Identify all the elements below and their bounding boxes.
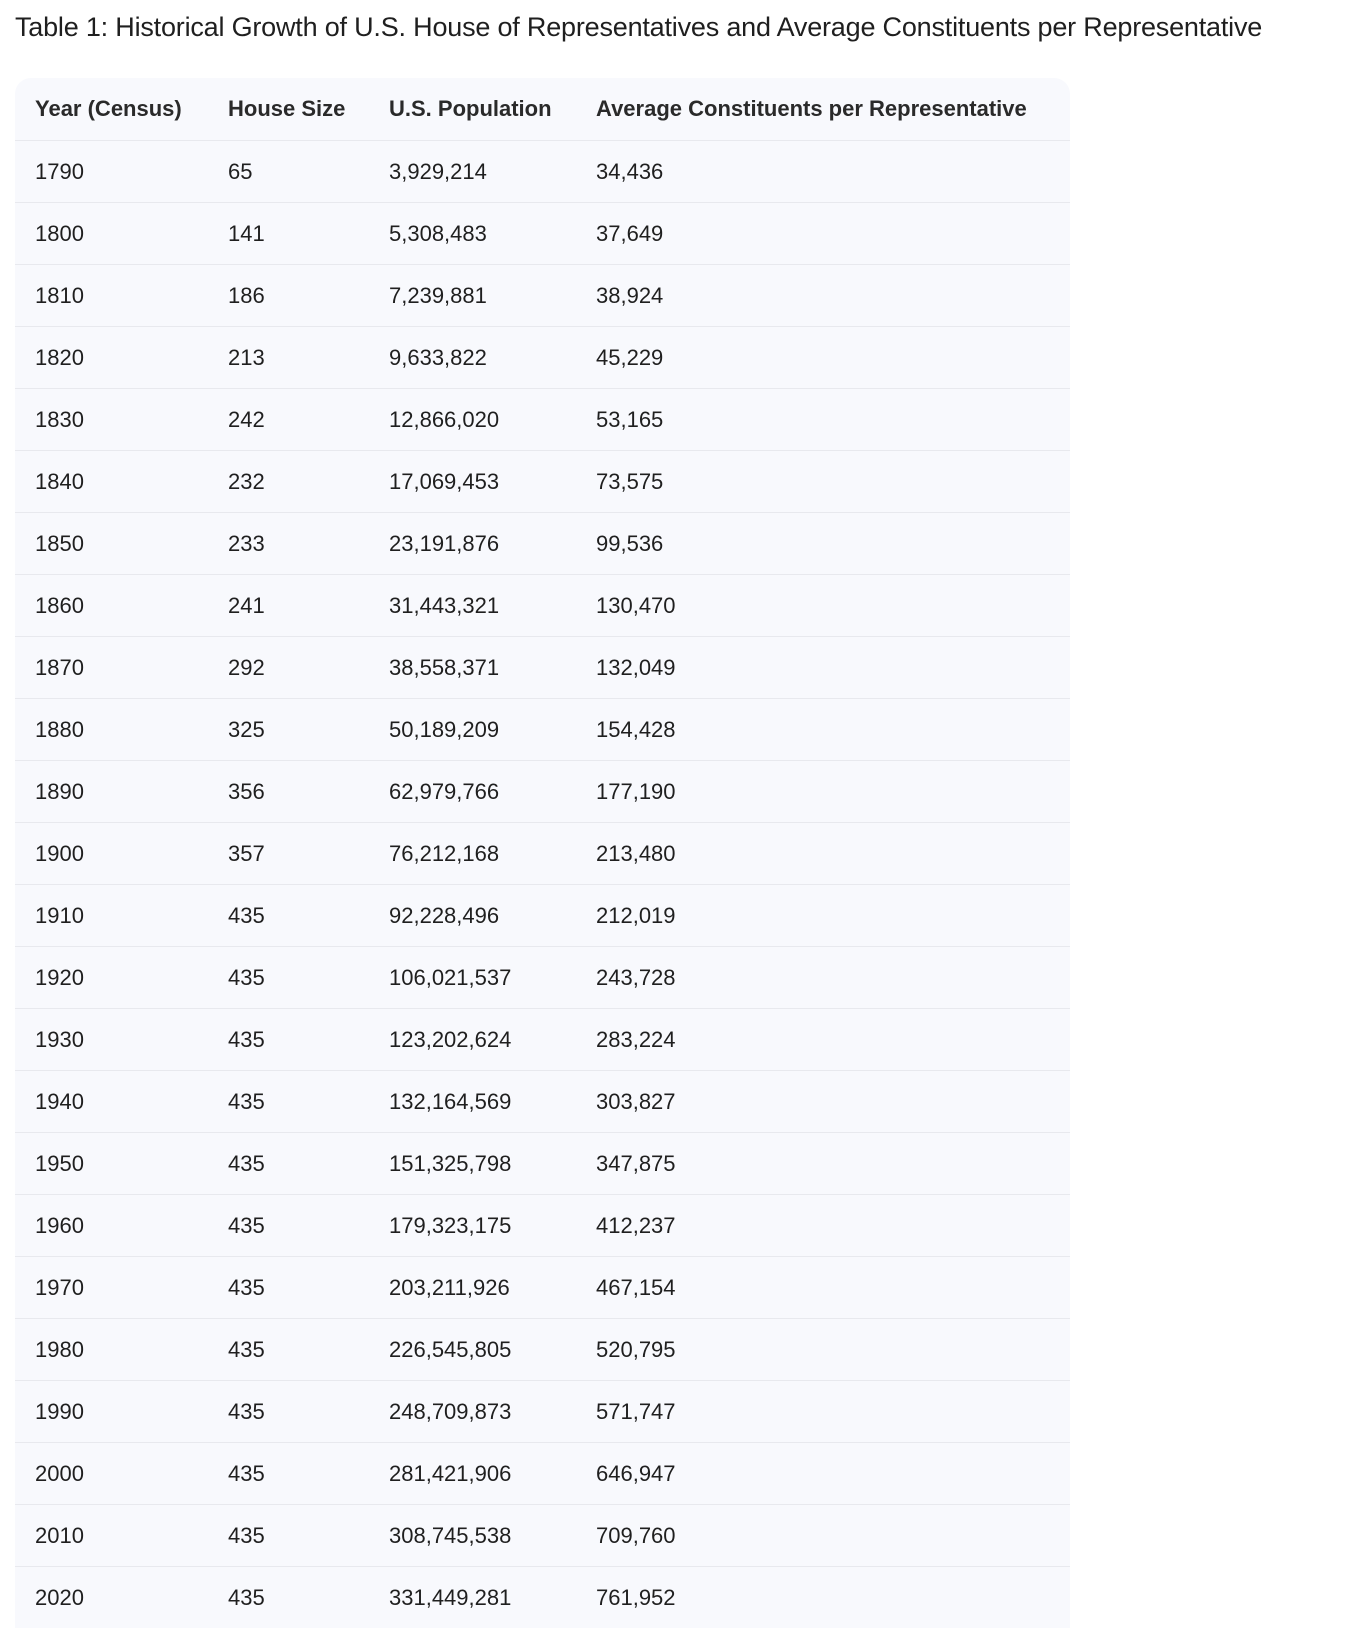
cell-house-size: 435 xyxy=(208,1319,369,1381)
cell-avg-constituents: 99,536 xyxy=(576,513,1070,575)
cell-population: 7,239,881 xyxy=(369,265,576,327)
cell-avg-constituents: 213,480 xyxy=(576,823,1070,885)
cell-house-size: 213 xyxy=(208,327,369,389)
table-row xyxy=(15,1443,1070,1505)
cell-avg-constituents: 154,428 xyxy=(576,699,1070,761)
cell-population: 62,979,766 xyxy=(369,761,576,823)
cell-population: 132,164,569 xyxy=(369,1071,576,1133)
table-row xyxy=(15,1381,1070,1443)
table-row xyxy=(15,203,1070,265)
table-caption: Table 1: Historical Growth of U.S. House of Representatives and Average Constituents per Representative xyxy=(15,12,1263,42)
table-row xyxy=(15,699,1070,761)
cell-avg-constituents: 412,237 xyxy=(576,1195,1070,1257)
cell-population: 123,202,624 xyxy=(369,1009,576,1071)
cell-population: 38,558,371 xyxy=(369,637,576,699)
cell-population: 12,866,020 xyxy=(369,389,576,451)
header-avg-constituents: Average Constituents per Representative xyxy=(576,78,1070,141)
cell-population: 151,325,798 xyxy=(369,1133,576,1195)
cell-avg-constituents: 37,649 xyxy=(576,203,1070,265)
cell-year: 2020 xyxy=(35,1584,84,1610)
cell-year: 1970 xyxy=(15,1257,208,1319)
table-body xyxy=(15,141,1070,1629)
table-row xyxy=(15,327,1070,389)
cell-avg-constituents: 130,470 xyxy=(576,575,1070,637)
cell-year: 2010 xyxy=(15,1505,208,1567)
cell-house-size: 435 xyxy=(208,1381,369,1443)
cell-house-size: 241 xyxy=(208,575,369,637)
cell-house-size: 435 xyxy=(208,947,369,1009)
cell-avg-constituents: 38,924 xyxy=(576,265,1070,327)
cell-house-size: 357 xyxy=(208,823,369,885)
cell-house-size: 435 xyxy=(208,1195,369,1257)
cell-house-size: 356 xyxy=(208,761,369,823)
cell-year: 1950 xyxy=(15,1133,208,1195)
cell-population: 23,191,876 xyxy=(369,513,576,575)
cell-year: 1890 xyxy=(15,761,208,823)
table-row xyxy=(15,885,1070,947)
cell-house-size: 325 xyxy=(208,699,369,761)
cell-house-size: 186 xyxy=(208,265,369,327)
cell-avg-constituents: 571,747 xyxy=(576,1381,1070,1443)
cell-population: 106,021,537 xyxy=(369,947,576,1009)
cell-population: 331,449,281 xyxy=(389,1584,512,1610)
cell-year: 1990 xyxy=(15,1381,208,1443)
table-row xyxy=(15,265,1070,327)
table-row xyxy=(15,1567,1070,1629)
cell-year: 1870 xyxy=(15,637,208,699)
cell-population: 308,745,538 xyxy=(369,1505,576,1567)
cell-year: 1790 xyxy=(15,141,208,203)
cell-avg-constituents: 709,760 xyxy=(576,1505,1070,1567)
cell-year: 1840 xyxy=(15,451,208,513)
cell-house-size: 65 xyxy=(208,141,369,203)
cell-house-size: 292 xyxy=(208,637,369,699)
cell-house-size: 435 xyxy=(208,1009,369,1071)
cell-population: 248,709,873 xyxy=(369,1381,576,1443)
cell-population: 9,633,822 xyxy=(369,327,576,389)
cell-avg-constituents: 520,795 xyxy=(576,1319,1070,1381)
cell-population: 203,211,926 xyxy=(369,1257,576,1319)
header-house-size: House Size xyxy=(208,78,369,141)
table-row xyxy=(15,1195,1070,1257)
cell-house-size: 141 xyxy=(208,203,369,265)
table-row xyxy=(15,1505,1070,1567)
cell-avg-constituents: 34,436 xyxy=(576,141,1070,203)
table-row xyxy=(15,1133,1070,1195)
cell-year: 1920 xyxy=(15,947,208,1009)
cell-avg-constituents: 467,154 xyxy=(576,1257,1070,1319)
table-row xyxy=(15,389,1070,451)
cell-population: 281,421,906 xyxy=(369,1443,576,1505)
cell-house-size: 435 xyxy=(208,1257,369,1319)
header-year: Year (Census) xyxy=(15,78,208,141)
cell-population: 3,929,214 xyxy=(369,141,576,203)
header-population: U.S. Population xyxy=(369,78,576,141)
cell-house-size: 435 xyxy=(208,1071,369,1133)
table-row xyxy=(15,1071,1070,1133)
table-row xyxy=(15,637,1070,699)
cell-population: 31,443,321 xyxy=(369,575,576,637)
cell-population: 179,323,175 xyxy=(369,1195,576,1257)
cell-year: 2000 xyxy=(15,1443,208,1505)
cell-avg-constituents: 303,827 xyxy=(576,1071,1070,1133)
cell-year: 1830 xyxy=(15,389,208,451)
cell-house-size: 435 xyxy=(228,1584,265,1610)
table-row xyxy=(15,761,1070,823)
cell-avg-constituents: 761,952 xyxy=(596,1584,676,1610)
data-table-container xyxy=(15,78,1070,1628)
cell-year: 1900 xyxy=(15,823,208,885)
cell-avg-constituents: 45,229 xyxy=(576,327,1070,389)
cell-year: 1800 xyxy=(15,203,208,265)
cell-house-size: 435 xyxy=(208,1505,369,1567)
cell-population: 17,069,453 xyxy=(369,451,576,513)
cell-population: 76,212,168 xyxy=(369,823,576,885)
cell-avg-constituents: 132,049 xyxy=(576,637,1070,699)
cell-house-size: 232 xyxy=(208,451,369,513)
table-row xyxy=(15,1257,1070,1319)
cell-avg-constituents: 347,875 xyxy=(576,1133,1070,1195)
cell-avg-constituents: 283,224 xyxy=(576,1009,1070,1071)
table-row xyxy=(15,575,1070,637)
cell-avg-constituents: 646,947 xyxy=(576,1443,1070,1505)
cell-avg-constituents: 177,190 xyxy=(576,761,1070,823)
cell-year: 1960 xyxy=(15,1195,208,1257)
table-row xyxy=(15,823,1070,885)
cell-house-size: 233 xyxy=(208,513,369,575)
cell-year: 1820 xyxy=(15,327,208,389)
cell-year: 1930 xyxy=(15,1009,208,1071)
table-row xyxy=(15,1319,1070,1381)
cell-house-size: 435 xyxy=(208,1133,369,1195)
cell-year: 1880 xyxy=(15,699,208,761)
cell-avg-constituents: 53,165 xyxy=(576,389,1070,451)
cell-population: 50,189,209 xyxy=(369,699,576,761)
cell-population: 5,308,483 xyxy=(369,203,576,265)
table-row xyxy=(15,451,1070,513)
cell-house-size: 435 xyxy=(208,885,369,947)
cell-population: 226,545,805 xyxy=(369,1319,576,1381)
cell-house-size: 242 xyxy=(208,389,369,451)
cell-year: 1810 xyxy=(15,265,208,327)
cell-house-size: 435 xyxy=(208,1443,369,1505)
table-row xyxy=(15,513,1070,575)
cell-year: 1850 xyxy=(15,513,208,575)
cell-year: 1980 xyxy=(15,1319,208,1381)
cell-avg-constituents: 243,728 xyxy=(576,947,1070,1009)
table-row xyxy=(15,1009,1070,1071)
cell-population: 92,228,496 xyxy=(369,885,576,947)
table-row xyxy=(15,947,1070,1009)
cell-year: 1910 xyxy=(15,885,208,947)
cell-year: 1940 xyxy=(15,1071,208,1133)
house-growth-table xyxy=(15,78,1070,1628)
cell-avg-constituents: 73,575 xyxy=(576,451,1070,513)
table-row xyxy=(15,141,1070,203)
table-header-row xyxy=(15,78,1070,141)
cell-year: 1860 xyxy=(15,575,208,637)
cell-avg-constituents: 212,019 xyxy=(576,885,1070,947)
